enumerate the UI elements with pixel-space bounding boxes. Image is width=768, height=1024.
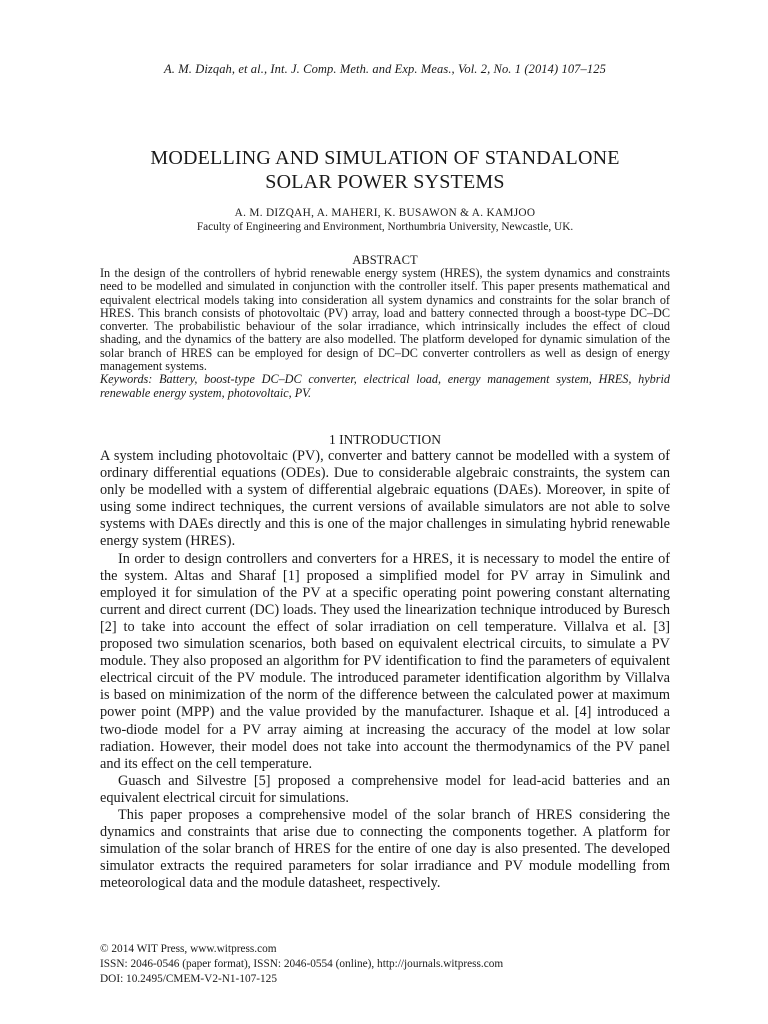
section-heading-introduction: 1 INTRODUCTION [328, 432, 442, 447]
abstract-text: In the design of the controllers of hybrid renewable energy system (HRES), the system dynamics and constraints need to be modelled and simulated in conjunction with the controller itself. This paper presents mathematical and equivalent electrical models taking into consideration all system dynamics and constraints for the solar branch of HRES. This branch consists of photovoltaic (PV) array, load and battery connected through a boost-type DC–DC converter. The probabilistic behaviour of the solar irradiance, which intrinsically includes the effect of cloud shading, and the dynamics of the battery are also modelled. The platform developed for dynamic simulation of the solar branch of HRES can be employed for design of DC–DC converter controllers as well as design of energy management systems. [100, 266, 670, 374]
affiliation: Faculty of Engineering and Environment, Northumbria University, Newcastle, UK. [196, 221, 574, 233]
paragraph: A system including photovoltaic (PV), converter and battery cannot be modelled with a system of ordinary differential equations (ODEs). Due to considerable algebraic constraints, the system can only be modelled with a system of differential algebraic equations (DAEs). Moreover, in spite of using some indirect techniques, the current versions of available simulators are not able to solve systems with DAEs directly and this is one of the major challenges in simulating hybrid renewable energy system (HRES). [100, 448, 670, 550]
title-line-2: SOLAR POWER SYSTEMS [265, 171, 505, 193]
abstract-heading: ABSTRACT [352, 253, 418, 267]
paragraph: In order to design controllers and converters for a HRES, it is necessary to model the entire of the system. Altas and Sharaf [1] proposed a simplified model for PV array in Simulink and employed it for simulation of the PV at a specific operating point powering constant alternating current and direct current (DC) loads. They used the linearization technique introduced by Buresch [2] to take into account the effect of solar irradiation on cell temperature. Villalva et al. [3] proposed two simulation scenarios, both based on equivalent electrical circuits, to simulate a PV module. They also proposed an algorithm for PV identification to find the parameters of equivalent electrical circuit of the PV module. The introduced parameter identification algorithm by Villalva is based on minimization of the norm of the difference between the calculated power at maximum power point (MPP) and the value provided by the manufacturer. Ishaque et al. [4] introduced a two-diode model for a PV array aiming at increasing the accuracy of the model at low solar radiation. However, their model does not take into account the thermodynamics of the PV panel and its effect on the cell temperature. [100, 550, 670, 772]
title-line-1: MODELLING AND SIMULATION OF STANDALONE [150, 147, 620, 169]
abstract-block [100, 267, 670, 400]
page-footer [100, 942, 670, 987]
introduction-body [100, 448, 670, 892]
footer-copyright: © 2014 WIT Press, www.witpress.com [100, 943, 277, 955]
paragraph: Guasch and Silvestre [5] proposed a comprehensive model for lead-acid batteries and an equivalent electrical circuit for simulations. [100, 772, 670, 806]
footer-doi: DOI: 10.2495/CMEM-V2-N1-107-125 [100, 973, 277, 985]
paper-title [100, 146, 670, 194]
author-list: A. M. DIZQAH, A. MAHERI, K. BUSAWON & A. KAMJOO [234, 207, 536, 219]
footer-issn: ISSN: 2046-0546 (paper format), ISSN: 2046-0554 (online), http://journals.witpress.com [100, 958, 504, 970]
running-head: A. M. Dizqah, et al., Int. J. Comp. Meth. and Exp. Meas., Vol. 2, No. 1 (2014) 107–125 [164, 62, 606, 76]
paragraph: This paper proposes a comprehensive model of the solar branch of HRES considering the dynamics and constraints that arise due to connecting the components together. A platform for simulation of the solar branch of HRES for the entire of one day is also presented. The developed simulator extracts the required parameters for solar irradiance and PV module modelling from meteorological data and the module datasheet, respectively. [100, 806, 670, 892]
keywords: Keywords: Battery, boost-type DC–DC converter, electrical load, energy management system, HRES, hybrid renewable energy system, photovoltaic, PV. [100, 372, 670, 400]
